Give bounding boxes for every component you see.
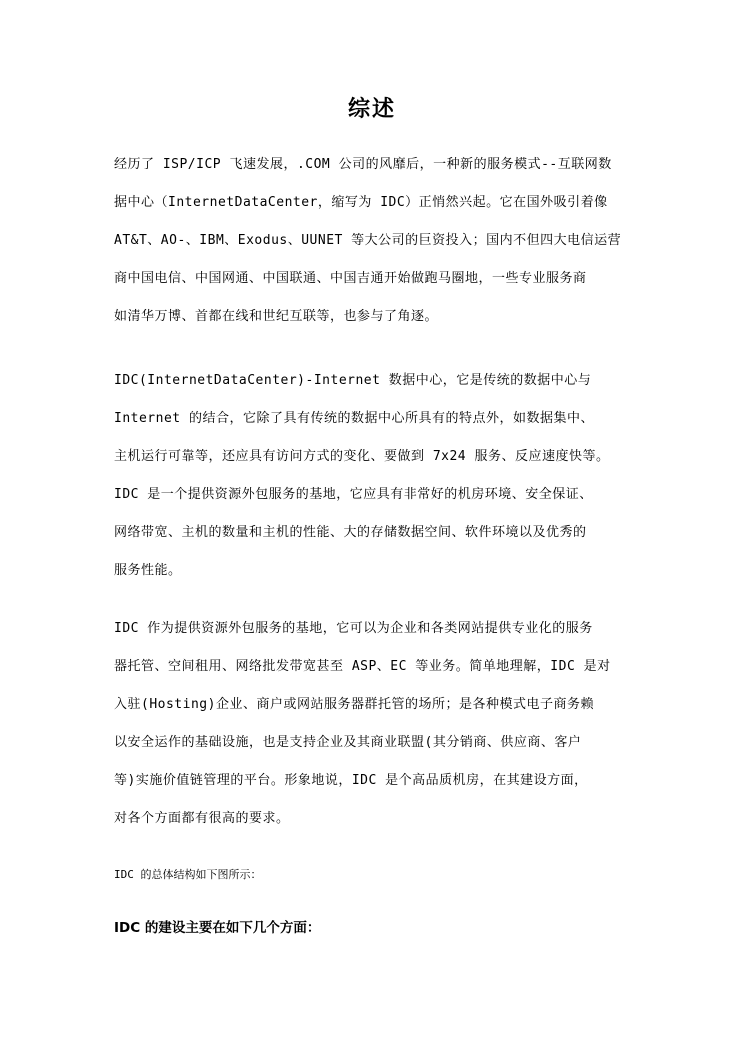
text-line: 据中心（InternetDataCenter，缩写为 IDC）正悄然兴起。它在国外吸引着像 bbox=[114, 195, 608, 210]
paragraph-intro bbox=[114, 146, 634, 336]
text-line: 等)实施价值链管理的平台。形象地说，IDC 是个高品质机房，在其建设方面， bbox=[114, 773, 588, 788]
text-line: 器托管、空间租用、网络批发带宽甚至 ASP、EC 等业务。简单地理解，IDC 是对 bbox=[114, 659, 611, 674]
text-line: 如清华万博、首都在线和世纪互联等，也参与了角逐。 bbox=[114, 309, 439, 324]
text-line: 商中国电信、中国网通、中国联通、中国吉通开始做跑马圈地，一些专业服务商 bbox=[114, 271, 587, 286]
text-line: 对各个方面都有很高的要求。 bbox=[114, 811, 290, 826]
text-line: AT&T、AO-、IBM、Exodus、UUNET 等大公司的巨资投入；国内不但四大电信运营 bbox=[114, 233, 622, 248]
text-line: IDC 是一个提供资源外包服务的基地，它应具有非常好的机房环境、安全保证、 bbox=[114, 487, 593, 502]
paragraph-idc-services bbox=[114, 610, 634, 838]
paragraph-idc-definition bbox=[114, 362, 634, 590]
page-title: 综述 bbox=[347, 96, 396, 122]
text-line: IDC(InternetDataCenter)-Internet 数据中心，它是传统的数据中心与 bbox=[114, 373, 592, 388]
figure-note: IDC 的总体结构如下图所示： bbox=[114, 868, 262, 881]
text-line: 主机运行可靠等，还应具有访问方式的变化、要做到 7x24 服务、反应速度快等。 bbox=[114, 449, 610, 464]
text-line: 服务性能。 bbox=[114, 563, 182, 578]
text-line: Internet 的结合，它除了具有传统的数据中心所具有的特点外，如数据集中、 bbox=[114, 411, 594, 426]
text-line: 以安全运作的基础设施，也是支持企业及其商业联盟(其分销商、供应商、客户 bbox=[114, 735, 582, 750]
section-subheading: IDC 的建设主要在如下几个方面： bbox=[114, 920, 321, 936]
text-line: 入驻(Hosting)企业、商户或网站服务器群托管的场所；是各种模式电子商务赖 bbox=[114, 697, 594, 712]
text-line: 经历了 ISP/ICP 飞速发展，.COM 公司的风靡后，一种新的服务模式--互联网数 bbox=[114, 157, 612, 172]
text-line: IDC 作为提供资源外包服务的基地，它可以为企业和各类网站提供专业化的服务 bbox=[114, 621, 593, 636]
text-line: 网络带宽、主机的数量和主机的性能、大的存储数据空间、软件环境以及优秀的 bbox=[114, 525, 587, 540]
